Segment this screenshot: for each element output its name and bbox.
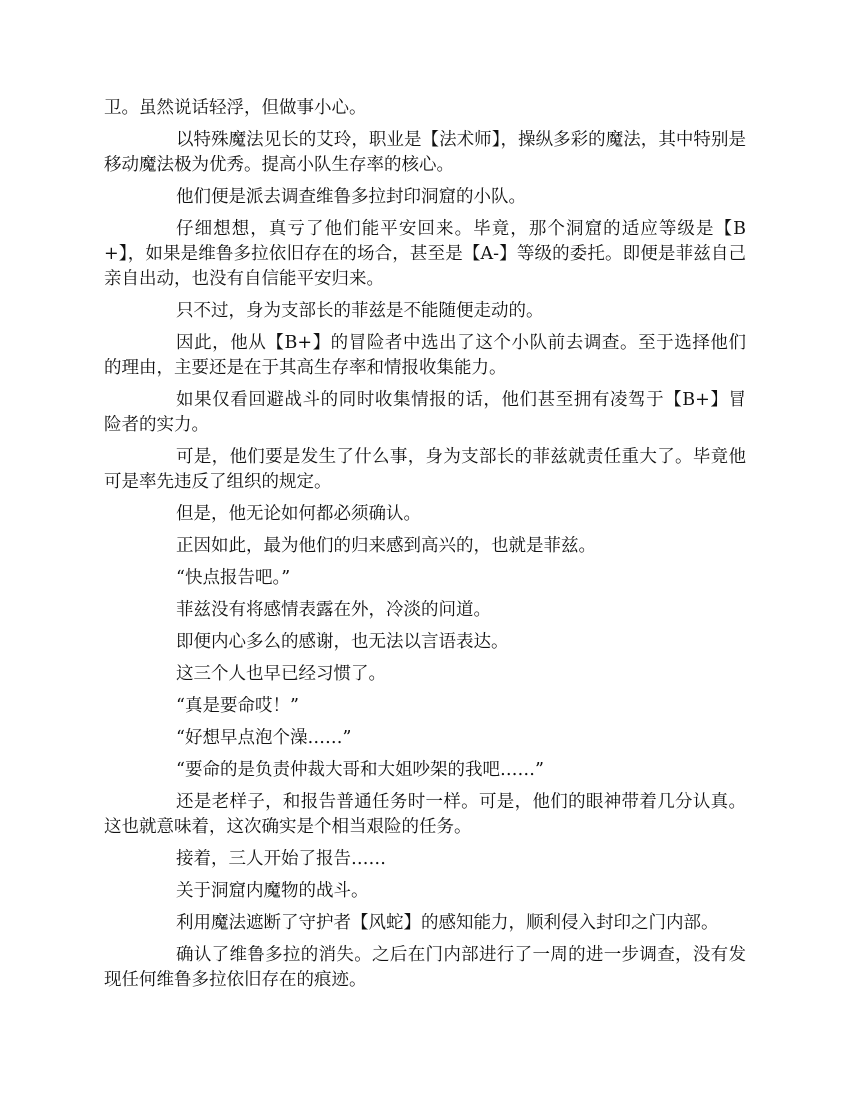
paragraph: “真是要命哎！” bbox=[176, 696, 299, 716]
paragraph: “好想早点泡个澡……” bbox=[176, 728, 352, 748]
paragraph: 正因如此，最为他们的归来感到高兴的，也就是菲兹。 bbox=[176, 536, 596, 556]
paragraph: 但是，他无论如何都必须确认。 bbox=[176, 504, 421, 524]
paragraph: 确认了维鲁多拉的消失。之后在门内部进行了一周的进一步调查，没有发现任何维鲁多拉依旧存在的痕迹。 bbox=[104, 945, 746, 990]
paragraph: 可是，他们要是发生了什么事，身为支部长的菲兹就责任重大了。毕竟他可是率先违反了组织的规定。 bbox=[104, 447, 746, 492]
paragraph: 利用魔法遮断了守护者【风蛇】的感知能力，顺利侵入封印之门内部。 bbox=[176, 913, 719, 933]
document-page bbox=[104, 96, 746, 1000]
paragraph: 他们便是派去调查维鲁多拉封印洞窟的小队。 bbox=[176, 187, 526, 207]
paragraph: 还是老样子，和报告普通任务时一样。可是，他们的眼神带着几分认真。这也就意味着，这次确实是个相当艰险的任务。 bbox=[104, 792, 746, 837]
paragraph: 接着，三人开始了报告…… bbox=[176, 849, 386, 869]
paragraph: 因此，他从【B+】的冒险者中选出了这个小队前去调查。至于选择他们的理由，主要还是在于其高生存率和情报收集能力。 bbox=[104, 333, 746, 378]
paragraph: 卫。虽然说话轻浮，但做事小心。 bbox=[104, 98, 367, 118]
paragraph: 如果仅看回避战斗的同时收集情报的话，他们甚至拥有凌驾于【B+】冒险者的实力。 bbox=[104, 390, 746, 435]
paragraph: 仔细想想，真亏了他们能平安回来。毕竟，那个洞窟的适应等级是【B+】，如果是维鲁多拉依旧存在的场合，甚至是【A-】等级的委托。即便是菲兹自己亲自出动，也没有自信能平安归来。 bbox=[104, 219, 746, 289]
paragraph: 这三个人也早已经习惯了。 bbox=[176, 664, 386, 684]
paragraph: 即便内心多么的感谢，也无法以言语表达。 bbox=[176, 632, 509, 652]
paragraph: 以特殊魔法见长的艾玲，职业是【法术师】，操纵多彩的魔法，其中特别是移动魔法极为优秀。提高小队生存率的核心。 bbox=[104, 130, 746, 175]
paragraph: “要命的是负责仲裁大哥和大姐吵架的我吧……” bbox=[176, 760, 544, 780]
paragraph: 只不过，身为支部长的菲兹是不能随便走动的。 bbox=[176, 301, 544, 321]
paragraph: 关于洞窟内魔物的战斗。 bbox=[176, 881, 369, 901]
paragraph: “快点报告吧。” bbox=[176, 568, 291, 588]
paragraph: 菲兹没有将感情表露在外，冷淡的问道。 bbox=[176, 600, 491, 620]
